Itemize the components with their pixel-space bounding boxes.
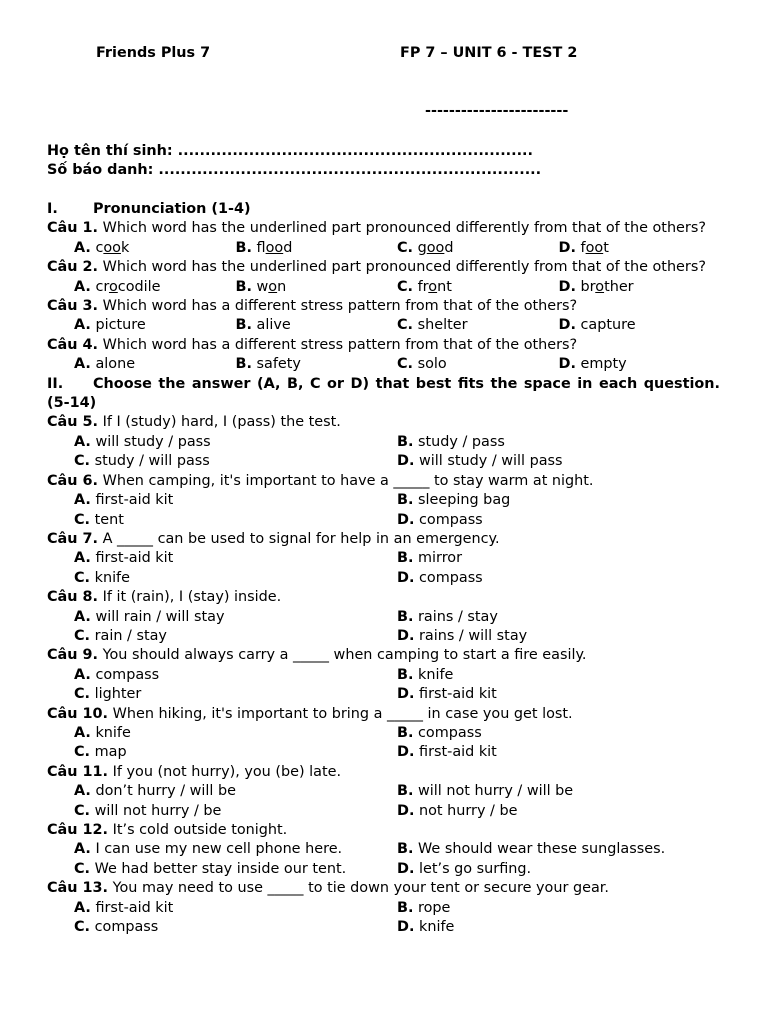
answer-option[interactable]	[397, 802, 720, 821]
underlined-part: o	[595, 278, 605, 295]
answer-option[interactable]	[397, 491, 720, 510]
student-id-line: Số báo danh: ......................................................................	[47, 162, 542, 178]
option-letter: D.	[397, 860, 415, 877]
option-letter: B.	[397, 433, 414, 450]
option-text-end: t	[603, 239, 609, 256]
answer-option[interactable]	[397, 316, 559, 335]
question-number: Câu 6.	[47, 472, 99, 489]
option-letter: A.	[74, 841, 91, 858]
option-text-end: d	[283, 239, 293, 256]
option-letter: C.	[397, 356, 414, 373]
answer-options	[47, 860, 720, 879]
answer-options	[47, 316, 720, 335]
option-letter: D.	[558, 356, 576, 373]
answer-options	[47, 239, 720, 258]
option-text-start: empty	[580, 356, 627, 373]
answer-option[interactable]	[397, 569, 720, 588]
option-letter: C.	[74, 919, 91, 936]
question-number: Câu 5.	[47, 414, 99, 431]
answer-option[interactable]	[236, 316, 398, 335]
answer-option[interactable]	[74, 802, 397, 821]
option-text: I can use my new cell phone here.	[95, 841, 343, 858]
answer-option[interactable]	[74, 899, 397, 918]
question	[47, 258, 720, 277]
answer-option[interactable]	[74, 608, 397, 627]
option-text-start: safety	[256, 356, 301, 373]
question-text: If it (rain), I (stay) inside.	[102, 589, 282, 606]
answer-option[interactable]	[74, 666, 397, 685]
answer-option[interactable]	[397, 549, 720, 568]
option-text: tent	[94, 511, 124, 528]
answer-options	[47, 840, 720, 859]
option-text: will study / will pass	[419, 453, 563, 470]
answer-option[interactable]	[397, 860, 720, 879]
option-letter: D.	[558, 239, 576, 256]
answer-option[interactable]	[74, 433, 397, 452]
answer-option[interactable]	[397, 608, 720, 627]
option-text: study / will pass	[94, 453, 210, 470]
section-title: Choose the answer (A, B, C or D) that best fits the space in each question. (5-14)	[47, 375, 720, 412]
answer-options	[47, 666, 720, 685]
option-letter: A.	[74, 899, 91, 916]
answer-option[interactable]	[397, 782, 720, 801]
answer-options	[47, 491, 720, 510]
answer-options	[47, 433, 720, 452]
course-title: Friends Plus 7	[96, 45, 211, 61]
question	[47, 588, 720, 607]
option-text-start: picture	[95, 317, 146, 334]
option-text-start: g	[417, 239, 427, 256]
option-letter: D.	[397, 686, 415, 703]
header-divider: ------------------------	[425, 103, 569, 119]
option-letter: C.	[74, 744, 91, 761]
option-letter: B.	[397, 724, 414, 741]
option-letter: C.	[397, 239, 414, 256]
answer-option[interactable]	[559, 278, 721, 297]
section-number: I.	[47, 201, 58, 217]
answer-option[interactable]	[397, 355, 559, 374]
answer-option[interactable]	[397, 918, 720, 937]
underlined-part: oo	[103, 239, 121, 256]
option-text: We had better stay inside our tent.	[94, 860, 347, 877]
question-number: Câu 2.	[47, 259, 99, 276]
option-letter: B.	[397, 841, 414, 858]
option-letter: B.	[235, 356, 252, 373]
answer-options	[47, 511, 720, 530]
option-text: first-aid kit	[95, 550, 174, 567]
question-text: Which word has the underlined part pronounced differently from that of the others?	[102, 259, 706, 276]
answer-options	[47, 685, 720, 704]
answer-options	[47, 802, 720, 821]
section-1-heading	[47, 200, 720, 219]
answer-option[interactable]	[74, 239, 236, 258]
option-letter: B.	[397, 608, 414, 625]
answer-option[interactable]	[74, 355, 236, 374]
question-text: You should always carry a _____ when camping to start a fire easily.	[102, 647, 587, 664]
underlined-part: oo	[585, 239, 604, 256]
option-text: first-aid kit	[419, 744, 497, 761]
option-text: rains / will stay	[419, 627, 528, 644]
option-letter: D.	[397, 919, 415, 936]
question	[47, 763, 720, 782]
option-letter: D.	[397, 802, 415, 819]
option-text-end: k	[120, 239, 130, 256]
question-number: Câu 4.	[47, 336, 99, 353]
answer-option[interactable]	[397, 743, 720, 762]
option-text-start: fl	[256, 239, 266, 256]
option-text: let’s go surfing.	[419, 860, 532, 877]
option-text: map	[94, 744, 127, 761]
question-number: Câu 13.	[47, 880, 109, 897]
option-text: will rain / will stay	[95, 608, 225, 625]
pronunciation-questions	[47, 219, 720, 374]
option-text: compass	[95, 666, 160, 683]
question	[47, 297, 720, 316]
question-text: You may need to use _____ to tie down your tent or secure your gear.	[112, 880, 609, 897]
option-text-start: f	[580, 239, 586, 256]
option-text: compass	[418, 724, 482, 741]
question	[47, 879, 720, 898]
option-letter: A.	[74, 608, 91, 625]
answer-option[interactable]	[559, 316, 721, 335]
answer-option[interactable]	[74, 627, 397, 646]
option-letter: D.	[558, 317, 576, 334]
option-text-end: codile	[117, 278, 161, 295]
option-text-start: fr	[417, 278, 429, 295]
option-letter: C.	[74, 860, 91, 877]
option-text-start: c	[95, 239, 104, 256]
question-text: A _____ can be used to signal for help in an emergency.	[102, 530, 500, 547]
answer-options	[47, 899, 720, 918]
question-text: Which word has a different stress pattern from that of the others?	[102, 336, 578, 353]
option-letter: B.	[397, 899, 414, 916]
option-text: compass	[419, 569, 483, 586]
section-2-heading	[47, 375, 720, 414]
option-text: knife	[418, 666, 454, 683]
answer-options	[47, 782, 720, 801]
question-text: It’s cold outside tonight.	[112, 822, 288, 838]
question-number: Câu 7.	[47, 530, 99, 547]
option-text-end: nt	[437, 278, 452, 295]
question	[47, 821, 720, 840]
option-letter: A.	[74, 433, 91, 450]
underlined-part: oo	[265, 239, 284, 256]
answer-options	[47, 355, 720, 374]
option-text: not hurry / be	[419, 802, 518, 819]
question	[47, 646, 720, 665]
answer-option[interactable]	[559, 355, 721, 374]
question-number: Câu 8.	[47, 589, 99, 606]
test-content	[47, 200, 720, 937]
option-text: will not hurry / will be	[418, 783, 574, 800]
underlined-part: o	[428, 278, 438, 295]
answer-options	[47, 452, 720, 471]
option-letter: D.	[397, 744, 415, 761]
question	[47, 530, 720, 549]
underlined-part: oo	[426, 239, 445, 256]
option-text-start: br	[580, 278, 596, 295]
option-letter: C.	[397, 278, 414, 295]
option-letter: A.	[74, 492, 91, 509]
answer-option[interactable]	[397, 278, 559, 297]
option-letter: C.	[74, 686, 91, 703]
option-text-start: capture	[580, 317, 636, 334]
question-number: Câu 12.	[47, 822, 109, 838]
option-letter: B.	[397, 783, 414, 800]
answer-options	[47, 608, 720, 627]
question-number: Câu 3.	[47, 298, 99, 315]
option-letter: C.	[74, 802, 91, 819]
question-text: When camping, it's important to have a _____ to stay warm at night.	[102, 472, 594, 489]
option-letter: B.	[397, 666, 414, 683]
answer-option[interactable]	[236, 355, 398, 374]
answer-option[interactable]	[397, 433, 720, 452]
underlined-part: o	[268, 278, 278, 295]
option-letter: A.	[74, 783, 91, 800]
option-letter: A.	[74, 239, 91, 256]
option-text: first-aid kit	[95, 899, 174, 916]
answer-options	[47, 743, 720, 762]
option-text-start: alive	[256, 317, 291, 334]
question	[47, 336, 720, 355]
option-text: first-aid kit	[95, 492, 174, 509]
answer-option[interactable]	[74, 316, 236, 335]
section-number: II.	[47, 375, 64, 392]
option-letter: A.	[74, 356, 91, 373]
answer-options	[47, 918, 720, 937]
option-letter: C.	[397, 317, 414, 334]
answer-option[interactable]	[397, 685, 720, 704]
answer-option[interactable]	[397, 840, 720, 859]
test-title: FP 7 – UNIT 6 - TEST 2	[400, 45, 578, 61]
question	[47, 219, 720, 238]
question	[47, 472, 720, 491]
answer-option[interactable]	[397, 899, 720, 918]
option-letter: B.	[235, 317, 252, 334]
option-text-start: solo	[417, 356, 447, 373]
option-text-end: n	[277, 278, 287, 295]
answer-option[interactable]	[74, 918, 397, 937]
option-text: will not hurry / be	[94, 802, 222, 819]
answer-options	[47, 278, 720, 297]
option-letter: D.	[558, 278, 576, 295]
option-letter: B.	[235, 278, 252, 295]
option-letter: C.	[74, 627, 91, 644]
option-letter: D.	[397, 511, 415, 528]
question-number: Câu 1.	[47, 220, 99, 237]
answer-option[interactable]	[397, 627, 720, 646]
answer-option[interactable]	[74, 743, 397, 762]
question-text: Which word has a different stress pattern from that of the others?	[102, 298, 578, 315]
option-text: compass	[94, 919, 159, 936]
answer-option[interactable]	[236, 239, 398, 258]
option-text: sleeping bag	[418, 492, 511, 509]
answer-option[interactable]	[74, 549, 397, 568]
option-text-start: cr	[95, 278, 109, 295]
answer-options	[47, 724, 720, 743]
option-letter: A.	[74, 724, 91, 741]
option-letter: A.	[74, 278, 91, 295]
option-letter: B.	[397, 492, 414, 509]
option-text: We should wear these sunglasses.	[418, 841, 666, 858]
question	[47, 705, 720, 724]
question-text: Which word has the underlined part pronounced differently from that of the others?	[102, 220, 706, 237]
option-text-end: d	[444, 239, 454, 256]
answer-option[interactable]	[397, 511, 720, 530]
option-text: study / pass	[418, 433, 505, 450]
question	[47, 413, 720, 432]
option-letter: A.	[74, 317, 91, 334]
section-title: Pronunciation (1-4)	[93, 201, 251, 217]
answer-options	[47, 549, 720, 568]
question-number: Câu 11.	[47, 763, 109, 780]
option-letter: B.	[235, 239, 252, 256]
answer-options	[47, 627, 720, 646]
option-letter: C.	[74, 453, 91, 470]
option-text: mirror	[418, 550, 463, 567]
option-text: lighter	[94, 686, 142, 703]
answer-option[interactable]	[74, 452, 397, 471]
answer-option[interactable]	[74, 782, 397, 801]
option-text: compass	[419, 511, 483, 528]
option-text-start: w	[256, 278, 269, 295]
answer-option[interactable]	[74, 511, 397, 530]
answer-option[interactable]	[74, 278, 236, 297]
option-text-end: ther	[604, 278, 634, 295]
question-text: When hiking, it's important to bring a _____ in case you get lost.	[112, 705, 573, 722]
question-number: Câu 10.	[47, 705, 109, 722]
question-text: If I (study) hard, I (pass) the test.	[102, 414, 341, 431]
answer-option[interactable]	[397, 724, 720, 743]
option-text: knife	[419, 919, 455, 936]
answer-option[interactable]	[397, 452, 720, 471]
option-letter: C.	[74, 511, 91, 528]
option-letter: B.	[397, 550, 414, 567]
option-text: rain / stay	[94, 627, 167, 644]
answer-options	[47, 569, 720, 588]
question-number: Câu 9.	[47, 647, 99, 664]
answer-option[interactable]	[74, 724, 397, 743]
option-text: knife	[94, 569, 130, 586]
answer-option[interactable]	[559, 239, 721, 258]
answer-option[interactable]	[74, 569, 397, 588]
answer-option[interactable]	[74, 840, 397, 859]
option-letter: C.	[74, 569, 91, 586]
multiple-choice-questions	[47, 413, 720, 937]
option-text: don’t hurry / will be	[95, 783, 236, 800]
option-letter: D.	[397, 453, 415, 470]
option-text-start: alone	[95, 356, 136, 373]
student-name-line: Họ tên thí sinh: .................................................................	[47, 143, 533, 159]
option-text: rope	[418, 899, 451, 916]
underlined-part: o	[108, 278, 118, 295]
option-letter: A.	[74, 666, 91, 683]
option-letter: D.	[397, 569, 415, 586]
answer-option[interactable]	[74, 685, 397, 704]
answer-option[interactable]	[236, 278, 398, 297]
option-letter: A.	[74, 550, 91, 567]
option-text-start: shelter	[417, 317, 468, 334]
answer-option[interactable]	[397, 239, 559, 258]
option-text: knife	[95, 724, 131, 741]
option-letter: D.	[397, 627, 415, 644]
answer-option[interactable]	[74, 860, 397, 879]
answer-option[interactable]	[397, 666, 720, 685]
answer-option[interactable]	[74, 491, 397, 510]
question-text: If you (not hurry), you (be) late.	[112, 763, 342, 780]
option-text: first-aid kit	[419, 686, 497, 703]
option-text: will study / pass	[95, 433, 211, 450]
option-text: rains / stay	[418, 608, 498, 625]
